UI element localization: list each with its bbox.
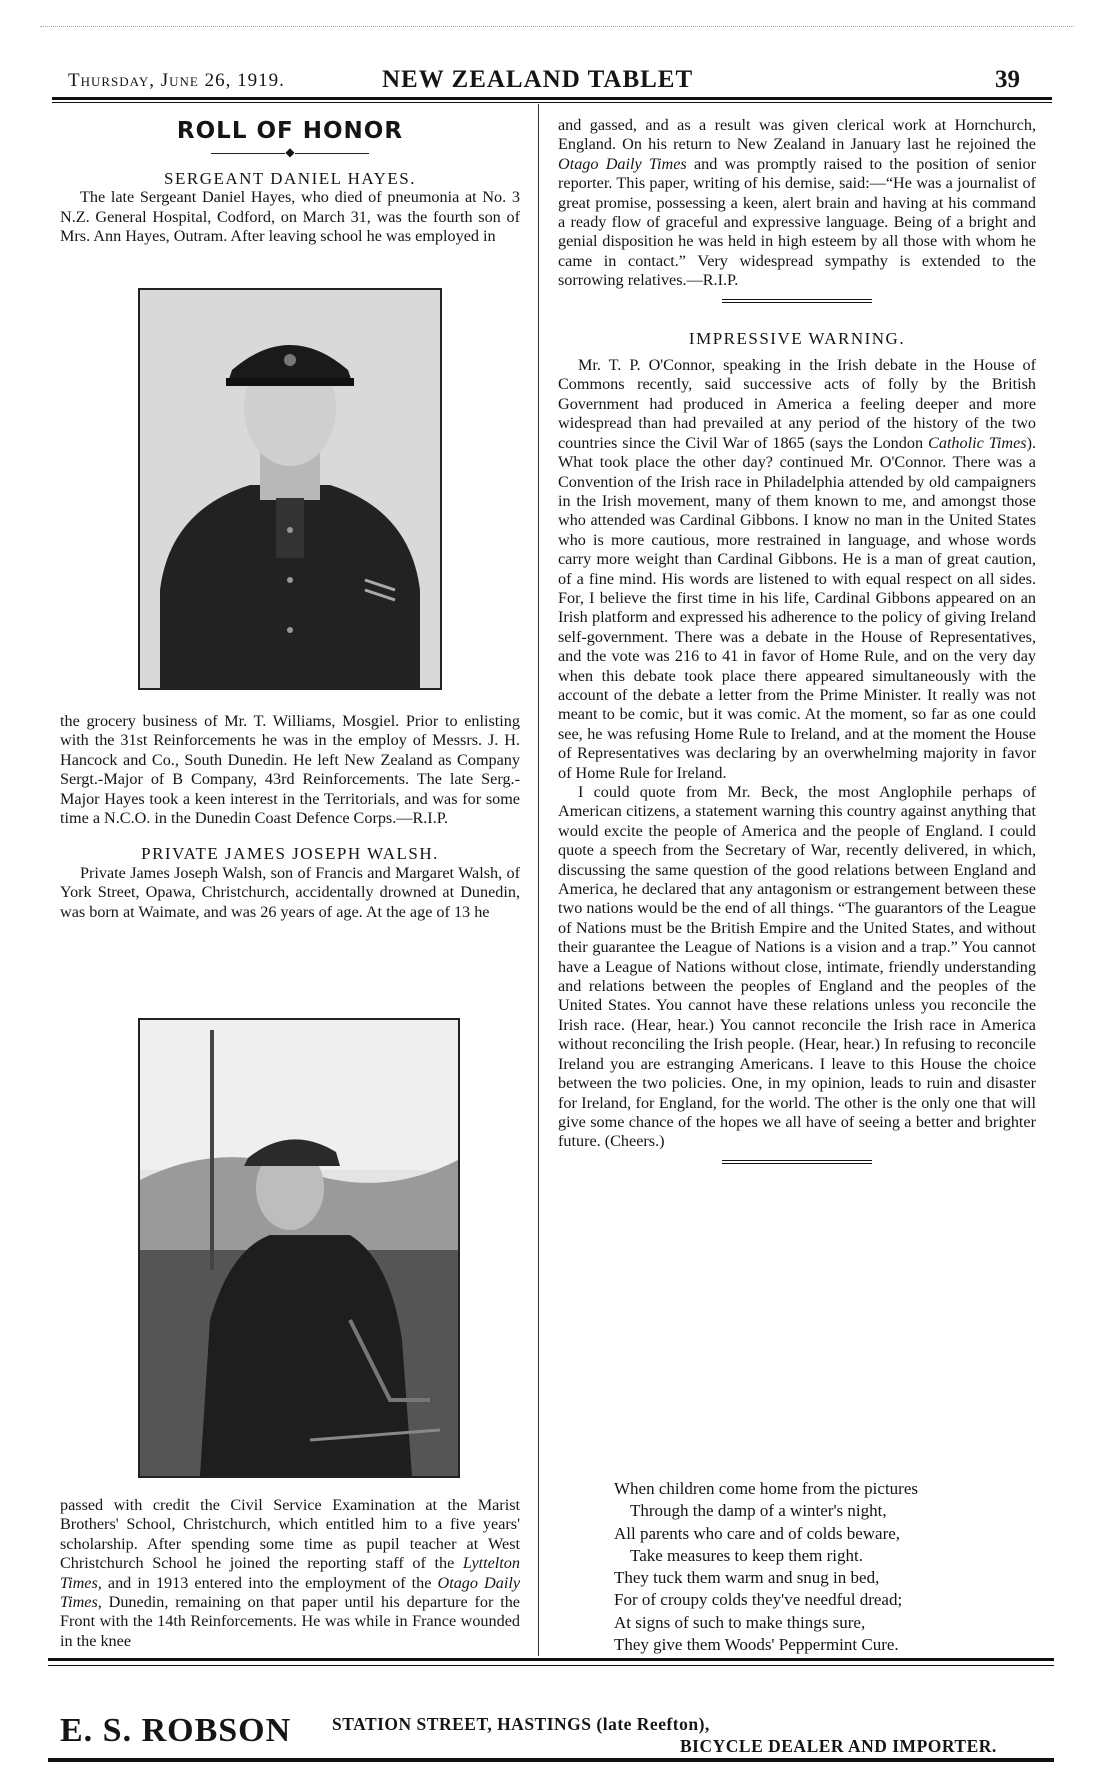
advertiser-trade: BICYCLE DEALER AND IMPORTER.: [680, 1736, 997, 1756]
walsh-text-b: and in 1913 entered into the employment of the: [101, 1573, 438, 1592]
verse-line: Take measures to keep them right.: [630, 1545, 863, 1565]
issue-date: Thursday, June 26, 1919.: [68, 70, 285, 91]
left-column-top: [60, 118, 520, 246]
continuation-text-b: and was promptly raised to the position of senior reporter. This paper, writing of his demise, said:—“He was a journalist of great promise, possessing a keen, alert brain and having at his command a ready flow of graceful and expressive language. Being of a bright and genial disposition he was held in high esteem by all those with whom he came in contact.” Very widespread sympathy is extended to the sorrowing relatives.—R.I.P.: [558, 154, 1036, 290]
footer-rule-thin: [48, 1665, 1054, 1666]
newspaper-name-otago: Otago Daily Times,: [60, 1573, 521, 1612]
soldier-portrait-illustration: [140, 290, 440, 688]
walsh-text-c: Dunedin, remaining on that paper until his departure for the Front with the 14th Reinforcements. He was while in France wounded in the knee: [60, 1593, 520, 1650]
walsh-paragraph-1: Private James Joseph Walsh, son of Francis and Margaret Walsh, of York Street, Opawa, Christchurch, accidentally drowned at Dunedin, was born at Waimate, and was 26 years of age. At the age of 13 he: [60, 863, 520, 921]
warning-text-a: Mr. T. P. O'Connor, speaking in the Irish debate in the House of Commons recently, said successive acts of folly by the British Government had produced in America a feeling deeper and more widespread than had prevailed at any period of the history of the two countries since the Civil War of 1865 (says the London: [558, 356, 1036, 452]
left-column-middle: [60, 712, 520, 922]
footer-rule-top: [48, 1658, 1054, 1661]
section-title: ROLL OF HONOR: [176, 118, 404, 144]
double-rule: [722, 299, 872, 305]
right-column: [558, 116, 1036, 1172]
newspaper-name-otago-2: Otago Daily Times: [558, 154, 687, 173]
verse-line: They give them Woods' Peppermint Cure.: [614, 1635, 899, 1655]
page-number: 39: [995, 66, 1020, 93]
verse-line: For of croupy colds they've needful dread;: [614, 1590, 903, 1610]
walsh-text-a: passed with credit the Civil Service Examination at the Marist Brothers' School, Christchurch, which entitled him to a five years' scholarship. After spending some time as pupil teacher at West Christchurch School he joined the reporting staff of the: [60, 1496, 520, 1573]
seated-man-portrait-illustration: [140, 1020, 458, 1476]
hayes-paragraph-2: the grocery business of Mr. T. Williams, Mosgiel. Prior to enlisting with the 31st Reinforcements he was in the employ of Messrs. J. H. Hancock and Co., South Dunedin. He left New Zealand as Company Sergt.-Major of B Company, 43rd Reinforcements. The late Serg.-Major Hayes took a keen interest in the Territorials, and was for some time a N.C.O. in the Dunedin Coast Defence Corps.—R.I.P.: [60, 712, 520, 828]
masthead-title: NEW ZEALAND TABLET: [382, 66, 694, 93]
warning-paragraph-2: I could quote from Mr. Beck, the most Anglophile perhaps of American citizens, a statement warning this country against anything that would excite the people of America and the people of England. I could quote a speech from the Secretary of War, recently delivered, in which, discussing the same question of the good relations between England and America, he declared that any antagonism or estrangement between these two nations would be the end of all things. “The guarantors of the League of Nations must be the British Empire and the United States, and without their guarantee the League of Nations is a vision and a trap.” You cannot have a League of Nations without close, intimate, friendly understanding and relations between the peoples of England and the peoples of the United States. You cannot have these relations unless you reconcile the Irish race. (Hear, hear.) You cannot reconcile the Irish race in America without reconciling the Irish people. (Hear, hear.) In refusing to reconcile Ireland you are estranging Americans. I leave to this House the choice between the two policies. One, in my opinion, leads to ruin and disaster for Ireland, for England, for the world. The other is the only one that will give some chance of the hopes we all have of seeing a better and brighter future. (Cheers.): [558, 783, 1036, 1151]
verse-line: At signs of such to make things sure,: [614, 1612, 866, 1632]
column-divider: [538, 104, 539, 1656]
advertiser-address: STATION STREET, HASTINGS (late Reefton),: [332, 1714, 710, 1734]
continuation-text-a: and gassed, and as a result was given clerical work at Hornchurch, England. On his return to New Zealand in January last he rejoined the: [558, 116, 1036, 154]
page-header: [50, 66, 1050, 96]
header-rule-thin: [52, 102, 1052, 103]
walsh-paragraph-2: [60, 1496, 520, 1651]
verse-line: Through the damp of a winter's night,: [630, 1501, 887, 1521]
warning-text-b: ). What took place the other day? continued Mr. O'Connor. There was a Convention of the Irish race in Philadelphia attended by old campaigners in the Irish movement, many of them known to me, and amongst those who attended was Cardinal Gibbons. I know no man in the United States who is more cautious, more restrained in language, and whose words carry more weight than Cardinal Gibbons. He is a man of great caution, of a fine mind. His words are listened to with equal respect on all sides. For, I believe the first time in his life, Cardinal Gibbons appeared on an Irish platform and expressed his adherence to the policy of giving Ireland self-government. There was a debate in the House of Representatives, and the vote was 216 to 41 in favor of Home Rule, and on the very day when this debate took place there appeared simultaneously with the account of the debate a letter from the Prime Minister. It really was not meant to be comic, but it was comic. At the moment, so far as one could see, he was refusing Home Rule to Ireland, and at the moment the House of Representatives was declaring by an overwhelming majority in favor of Home Rule for Ireland.: [558, 433, 1036, 782]
newspaper-name-lyttelton: Lyttelton Times,: [60, 1554, 520, 1592]
footer-rule-bottom: [48, 1758, 1054, 1762]
newspaper-name-catholic-times: Catholic Times: [928, 433, 1027, 452]
hayes-paragraph-1: The late Sergeant Daniel Hayes, who died of pneumonia at No. 3 N.Z. General Hospital, Codford, on March 31, was the fourth son of Mrs. Ann Hayes, Outram. After leaving school he was employed in: [60, 188, 520, 246]
double-rule-2: [722, 1160, 872, 1166]
walsh-continuation: [558, 116, 1036, 291]
peppermint-cure-verse: [614, 1478, 1034, 1656]
photo-private-walsh: [138, 1018, 460, 1478]
verse-line: All parents who care and of colds beware,: [614, 1523, 901, 1543]
scan-top-edge: [40, 6, 1074, 27]
ornament-divider: ◆: [60, 143, 520, 162]
advertiser-name: E. S. ROBSON: [60, 1712, 292, 1749]
hayes-heading: SERGEANT DANIEL HAYES.: [164, 168, 416, 188]
warning-paragraph-1: [558, 356, 1036, 783]
left-column-bottom: [60, 1496, 520, 1651]
warning-heading: IMPRESSIVE WARNING.: [688, 328, 906, 348]
header-rule: [52, 97, 1052, 100]
photo-sergeant-hayes: [138, 288, 442, 690]
verse-line: When children come home from the pictures: [614, 1479, 918, 1498]
walsh-heading: PRIVATE JAMES JOSEPH WALSH.: [141, 844, 439, 864]
verse-line: They tuck them warm and snug in bed,: [614, 1568, 880, 1588]
advertisement-footer: [60, 1712, 1050, 1762]
